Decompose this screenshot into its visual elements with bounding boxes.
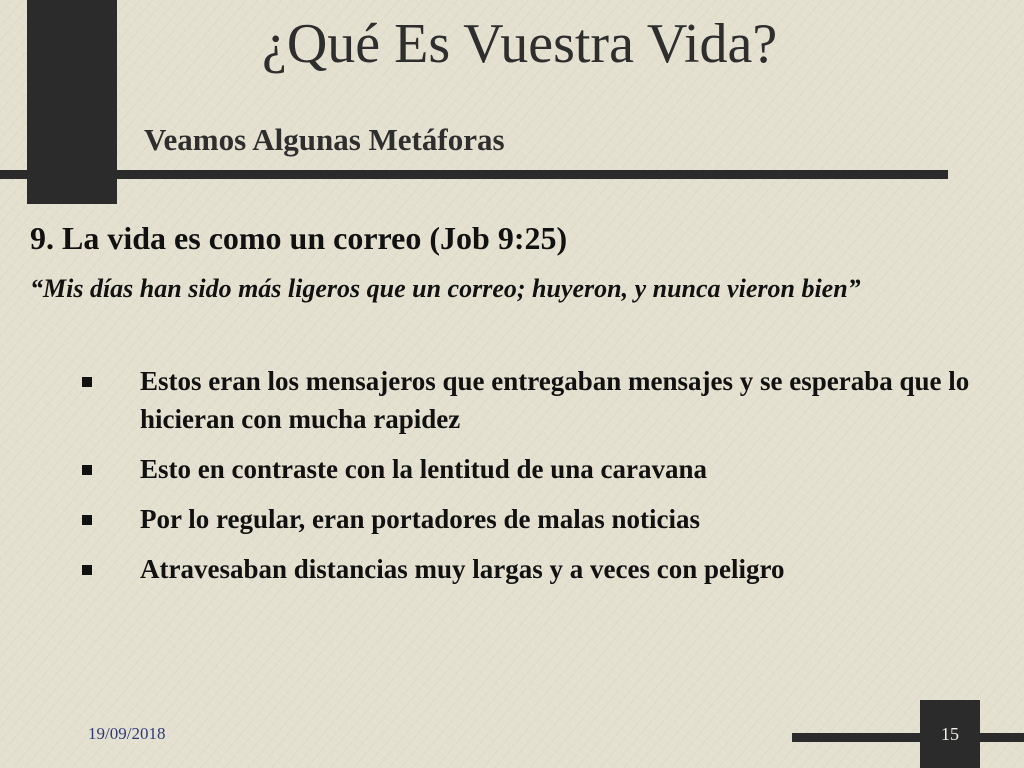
bullet-item — [76, 450, 976, 488]
header-divider — [0, 170, 948, 179]
bullet-text: Esto en contraste con la lentitud de una caravana — [140, 454, 707, 484]
scripture-quote: “Mis días han sido más ligeros que un correo; huyeron, y nunca vieron bien” — [30, 274, 861, 303]
footer-divider — [792, 733, 1024, 742]
square-bullet-icon — [82, 377, 92, 387]
bullet-item — [76, 550, 976, 588]
square-bullet-icon — [82, 565, 92, 575]
footer-date: 19/09/2018 — [88, 724, 166, 743]
bullet-text: Atravesaban distancias muy largas y a veces con peligro — [140, 554, 785, 584]
slide-title: ¿Qué Es Vuestra Vida? — [262, 13, 778, 75]
bullet-text: Estos eran los mensajeros que entregaban mensajes y se esperaba que lo hicieran con mucha rapidez — [140, 366, 970, 434]
bullet-text: Por lo regular, eran portadores de malas noticias — [140, 504, 700, 534]
square-bullet-icon — [82, 465, 92, 475]
bullet-item — [76, 362, 976, 438]
square-bullet-icon — [82, 515, 92, 525]
slide-subtitle: Veamos Algunas Metáforas — [144, 122, 505, 157]
page-number: 15 — [941, 724, 959, 744]
point-heading: 9. La vida es como un correo (Job 9:25) — [30, 220, 568, 256]
bullet-list — [76, 362, 976, 600]
bullet-item — [76, 500, 976, 538]
